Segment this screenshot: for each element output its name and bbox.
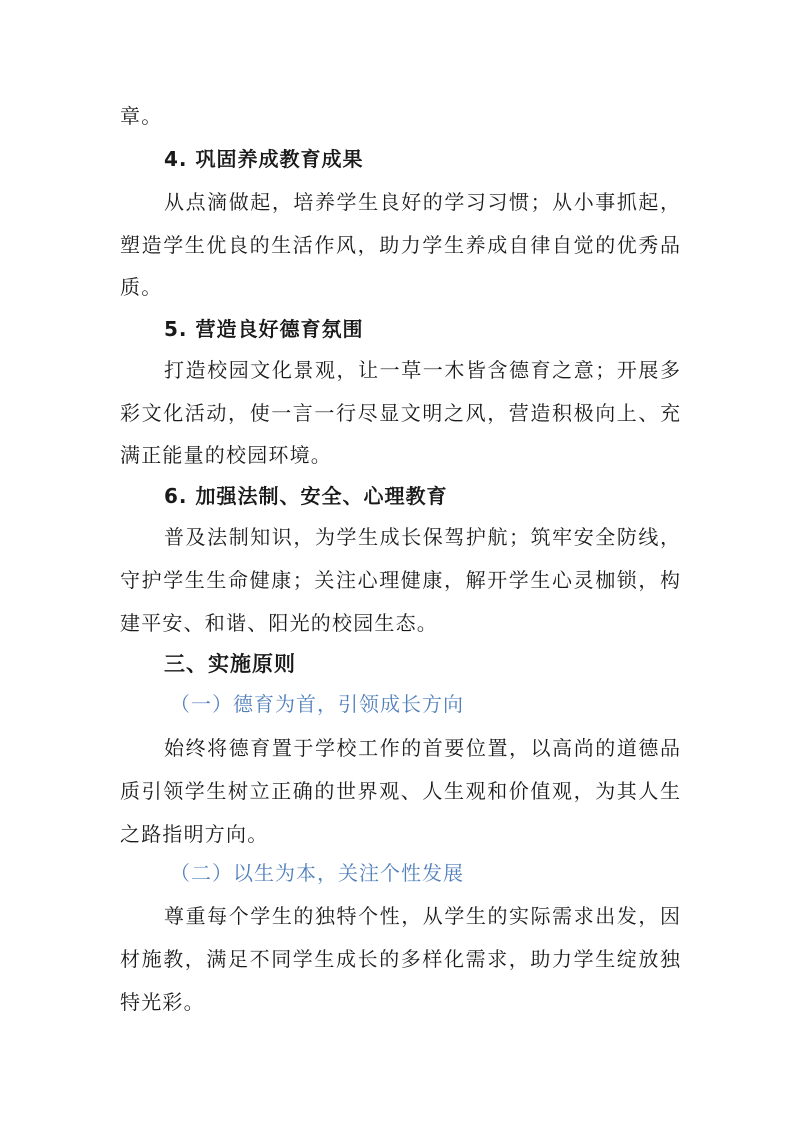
paragraph-line: 满正能量的校园环境。: [120, 443, 332, 467]
paragraph-line: 之路指明方向。: [120, 822, 269, 846]
paragraph-line: 章。: [120, 104, 163, 128]
paragraph-line: 守护学生生命健康；关注心理健康，解开学生心灵枷锁，构: [120, 568, 680, 592]
paragraph-line: 质引领学生树立正确的世界观、人生观和价值观，为其人生: [120, 779, 680, 803]
paragraph-line: 特光彩。: [120, 990, 205, 1014]
section-heading-4: 4. 巩固养成教育成果: [164, 147, 364, 171]
paragraph-line: 质。: [120, 275, 163, 299]
paragraph-line: 塑造学生优良的生活作风，助力学生养成自律自觉的优秀品: [120, 233, 680, 257]
sub-heading-2: （二）以生为本，关注个性发展: [170, 861, 464, 885]
paragraph-line: 打造校园文化景观，让一草一木皆含德育之意；开展多: [164, 358, 680, 382]
section-heading-5: 5. 营造良好德育氛围: [164, 317, 364, 341]
paragraph-line: 始终将德育置于学校工作的首要位置，以高尚的道德品: [164, 736, 680, 760]
paragraph-line: 材施教，满足不同学生成长的多样化需求，助力学生绽放独: [120, 947, 680, 971]
paragraph-line: 普及法制知识，为学生成长保驾护航；筑牢安全防线，: [164, 525, 680, 549]
paragraph-line: 尊重每个学生的独特个性，从学生的实际需求出发，因: [164, 904, 680, 928]
paragraph-line: 建平安、和谐、阳光的校园生态。: [120, 611, 438, 635]
chapter-heading: 三、实施原则: [164, 652, 296, 676]
sub-heading-1: （一）德育为首，引领成长方向: [170, 692, 464, 716]
paragraph-line: 彩文化活动，使一言一行尽显文明之风，营造积极向上、充: [120, 401, 680, 425]
section-heading-6: 6. 加强法制、安全、心理教育: [164, 484, 448, 508]
paragraph-line: 从点滴做起，培养学生良好的学习习惯；从小事抓起，: [164, 190, 680, 214]
